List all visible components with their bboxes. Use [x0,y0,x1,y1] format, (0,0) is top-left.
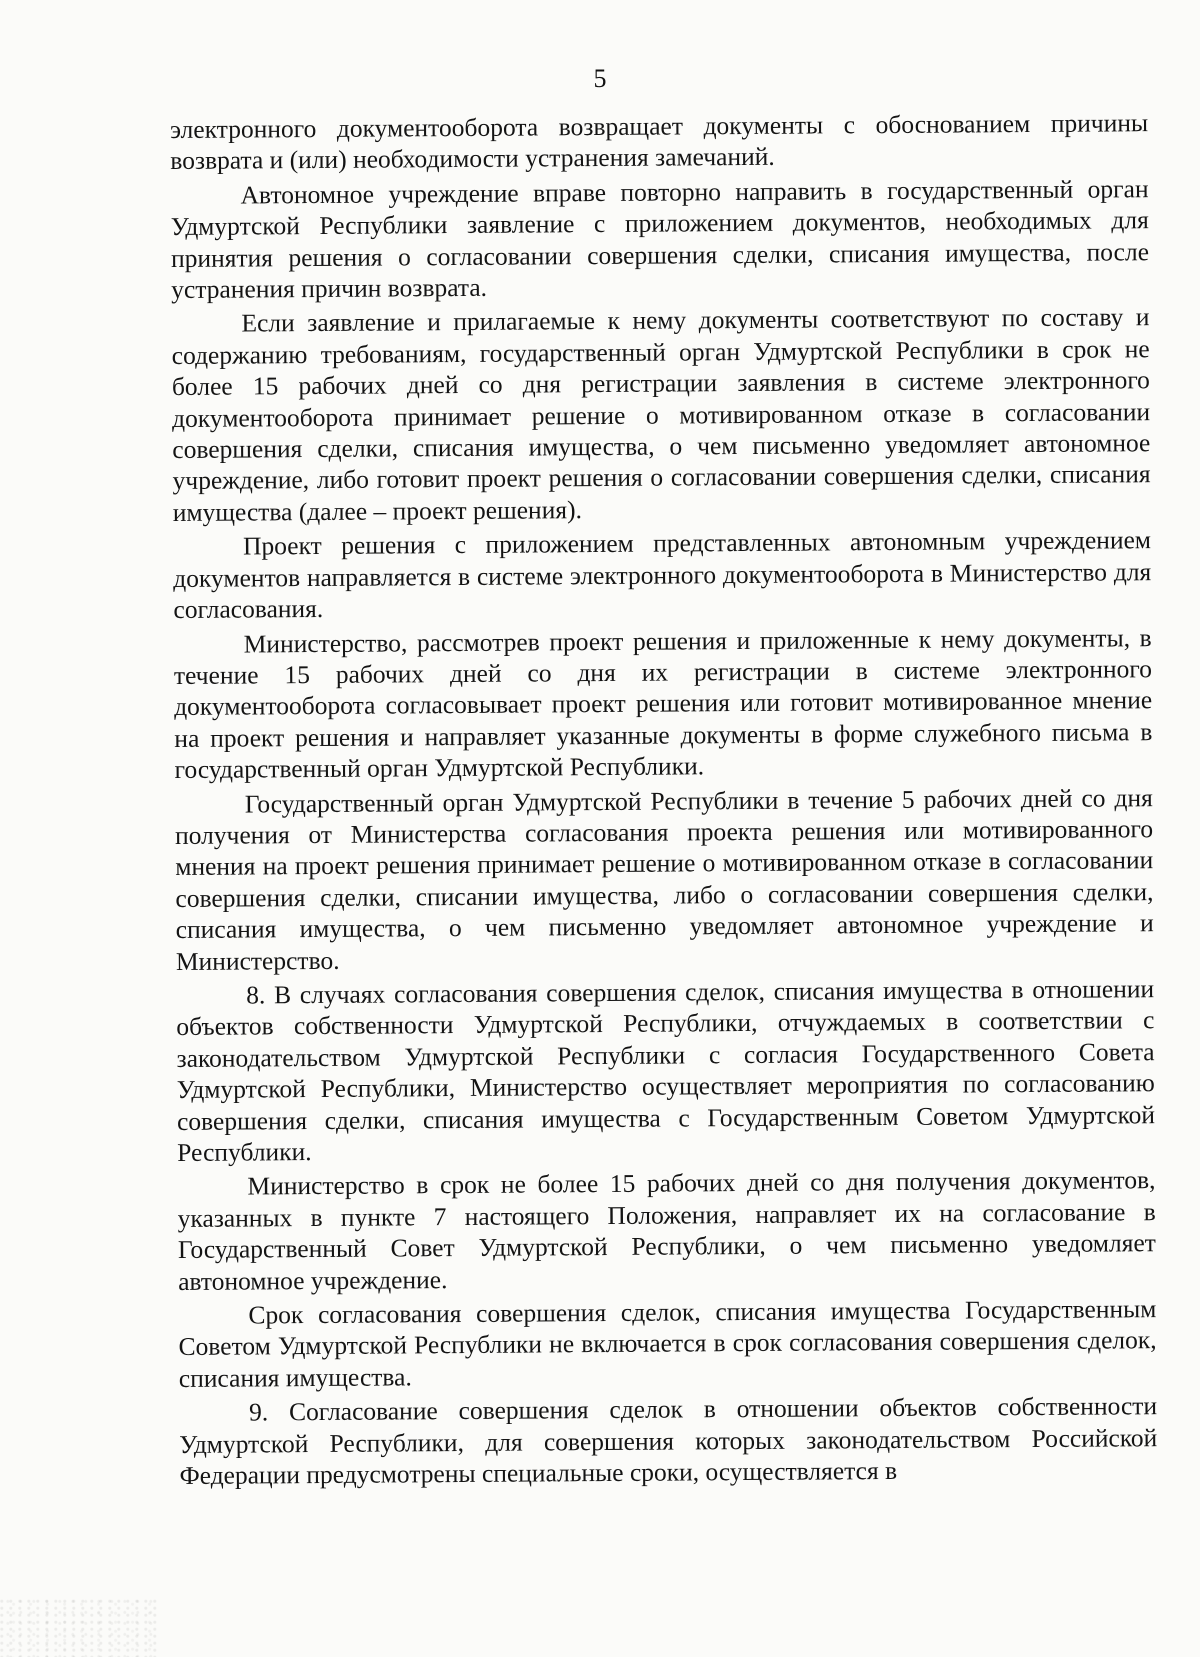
paragraph-continuation: электронного документооборота возвращает документы с обоснованием причины возврата и (или) необходимости устранения замечаний. [170,108,1149,176]
scan-noise [0,1597,160,1657]
paragraph-item-9: 9. Согласование совершения сделок в отношении объектов собственности Удмуртской Республики, для совершения которых законодательством Российской Федерации предусмотрены специальные сроки, осуществляется в [179,1391,1158,1491]
paragraph: Срок согласования совершения сделок, списания имущества Государственным Советом Удмуртской Республики не включается в срок согласования совершения сделок, списания имущества. [178,1294,1157,1393]
paragraph: Проект решения с приложением представленных автономным учреждением документов направляется в системе электронного документооборота в Министерство для согласования. [173,525,1152,625]
document-body [170,107,1158,1494]
paragraph: Министерство в срок не более 15 рабочих дней со дня получения документов, указанных в пункте 7 настоящего Положения, направляет их на согласование в Государственный Совет Удмуртской Республики, о чем письменно уведомляет автономное учреждение. [177,1165,1157,1296]
paragraph: Если заявление и прилагаемые к нему документы соответствуют по составу и содержанию требованиям, государственный орган Удмуртской Республики в срок не более 15 рабочих дней со дня регистрации заявления в системе электронного документооборота принимает решение о мотивированном отказе в согласовании совершения сделки, списания имущества, о чем письменно уведомляет автономное учреждение, либо готовит проект решения о согласовании совершения сделки, списания имущества (далее – проект решения). [171,302,1151,527]
paragraph: Автономное учреждение вправе повторно направить в государственный орган Удмуртской Республики заявление с приложением документов, необходимых для принятия решения о согласовании совершения сделки, списания имущества, после устранения причин возврата. [170,173,1150,305]
page-number: 5 [593,64,607,93]
paragraph-item-8: 8. В случаях согласования совершения сделок, списания имущества в отношении объектов собственности Удмуртской Республики, отчуждаемых в соответствии с законодательством Удмуртской Республики с согласия Государственного Совета Удмуртской Республики, Министерство осуществляет мероприятия по согласованию совершения сделки, списания имущества с Государственным Советом Удмуртской Республики. [176,974,1156,1167]
paragraph: Министерство, рассмотрев проект решения и приложенные к нему документы, в течение 15 рабочих дней со дня их регистрации в системе электронного документооборота согласовывает проект решения или готовит мотивированное мнение на проект решения и направляет указанные документы в форме служебного письма в государственный орган Удмуртской Республики. [173,622,1153,785]
paragraph: Государственный орган Удмуртской Республики в течение 5 рабочих дней со дня получения от Министерства согласования проекта решения или мотивированного мнения на проект решения принимает решение о мотивированном отказе в согласовании совершения сделки, списании имущества, либо о согласовании совершения сделки, списания имущества, о чем письменно уведомляет автономное учреждение и Министерство. [174,782,1154,976]
